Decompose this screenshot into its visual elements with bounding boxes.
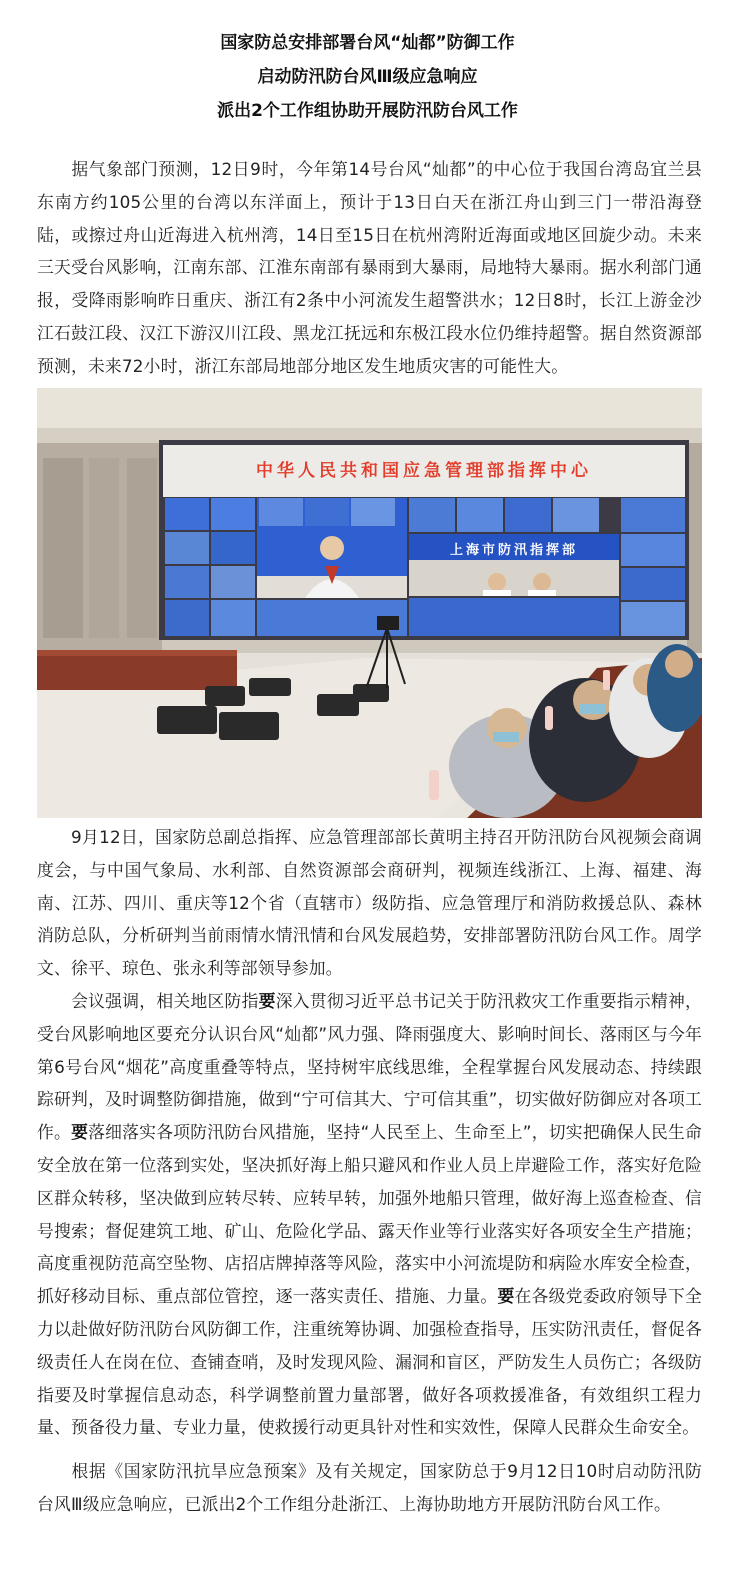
emphasis-yao-1: 要 [258, 991, 276, 1011]
emphasis-yao-3: 要 [497, 1286, 515, 1307]
paragraph-weather-forecast [37, 153, 702, 383]
article-title-line-1: 国家防总安排部署台风“灿都”防御工作 [220, 33, 515, 53]
article-title-block [0, 28, 735, 130]
paragraph-emergency-response [37, 1455, 702, 1521]
emphasis-yao-2: 要 [71, 1122, 89, 1143]
paragraph-4-text: 根据《国家防汛抗旱应急预案》及有关规定，国家防总于9月12日10时启动防汛防台风Ⅲ级应急响应，已派出2个工作组分赴浙江、上海协助地方开展防汛防台风工作。 [37, 1461, 702, 1514]
paragraph-1-text: 据气象部门预测，12日9时，今年第14号台风“灿都”的中心位于我国台湾岛宜兰县东南方约105公里的台湾以东洋面上，预计于13日白天在浙江舟山到三门一带沿海登陆，或擦过舟山近海进入杭州湾，14日至15日在杭州湾附近海面或地区回旋少动。未来三天受台风影响，江南东部、江淮东南部有暴雨到大暴雨，局地特大暴雨。据水利部门通报，受降雨影响昨日重庆、浙江有2条中小河流发生超警洪水；12日8时，长江上游金沙江石鼓江段、汉江下游汉川江段、黑龙江抚远和东极江段水位仍维持超警。据自然资源部预测，未来72小时，浙江东部局地部分地区发生地质灾害的可能性大。 [37, 159, 702, 376]
paragraph-3-part-1: 会议强调，相关地区防指 [71, 991, 259, 1011]
shanghai-screen-label: 上海市防汛指挥部 [449, 543, 579, 558]
paragraph-meeting-emphasis [37, 985, 702, 1444]
meeting-photo [37, 388, 702, 818]
paragraph-3-part-4: 在各级党委政府领导下全力以赴做好防汛防台风防御工作，注重统筹协调、加强检查指导，压实防汛责任，督促各级责任人在岗在位、查铺查哨，及时发现风险、漏洞和盲区，严防发生人员伤亡；各级防指要及时掌握信息动态，科学调整前置力量部署，做好各项救援准备，有效组织工程力量、预备役力量、专业力量，使救援行动更具针对性和实效性，保障人民群众生命安全。 [37, 1286, 703, 1438]
command-center-banner: 中华人民共和国应急管理部指挥中心 [256, 461, 592, 481]
paragraph-3-part-2: 深入贯彻习近平总书记关于防汛救灾工作重要指示精神，受台风影响地区要充分认识台风“灿都”风力强、降雨强度大、影响时间长、落雨区与今年第6号台风“烟花”高度重叠等特点，坚持树牢底线思维，全程掌握台风发展动态、持续跟踪研判，及时调整防御措施，做到“宁可信其大、宁可信其重”，切实做好防御应对各项工作。 [37, 991, 703, 1143]
article-title-line-3: 派出2个工作组协助开展防汛防台风工作 [217, 101, 518, 121]
paragraph-2-text: 9月12日，国家防总副总指挥、应急管理部部长黄明主持召开防汛防台风视频会商调度会，与中国气象局、水利部、自然资源部会商研判，视频连线浙江、上海、福建、海南、江苏、四川、重庆等12个省（直辖市）级防指、应急管理厅和消防救援总队、森林消防总队，分析研判当前雨情水情汛情和台风发展趋势，安排部署防汛防台风工作。周学文、徐平、琼色、张永利等部领导参加。 [37, 827, 702, 979]
paragraph-3-part-3: 落细落实各项防汛防台风措施，坚持“人民至上、生命至上”，切实把确保人民生命安全放在第一位落到实处，坚决抓好海上船只避风和作业人员上岸避险工作，落实好危险区群众转移，坚决做到应转尽转、应转早转，加强外地船只管理，做好海上巡查检查、信号搜索；督促建筑工地、矿山、危险化学品、露天作业等行业落实好各项安全生产措施；高度重视防范高空坠物、店招店牌掉落等风险，落实中小河流堤防和病险水库安全检查，抓好移动目标、重点部位管控，逐一落实责任、措施、力量。 [37, 1122, 702, 1307]
article-title-line-2: 启动防汛防台风Ⅲ级应急响应 [257, 67, 478, 87]
paragraph-meeting-summary [37, 821, 702, 985]
